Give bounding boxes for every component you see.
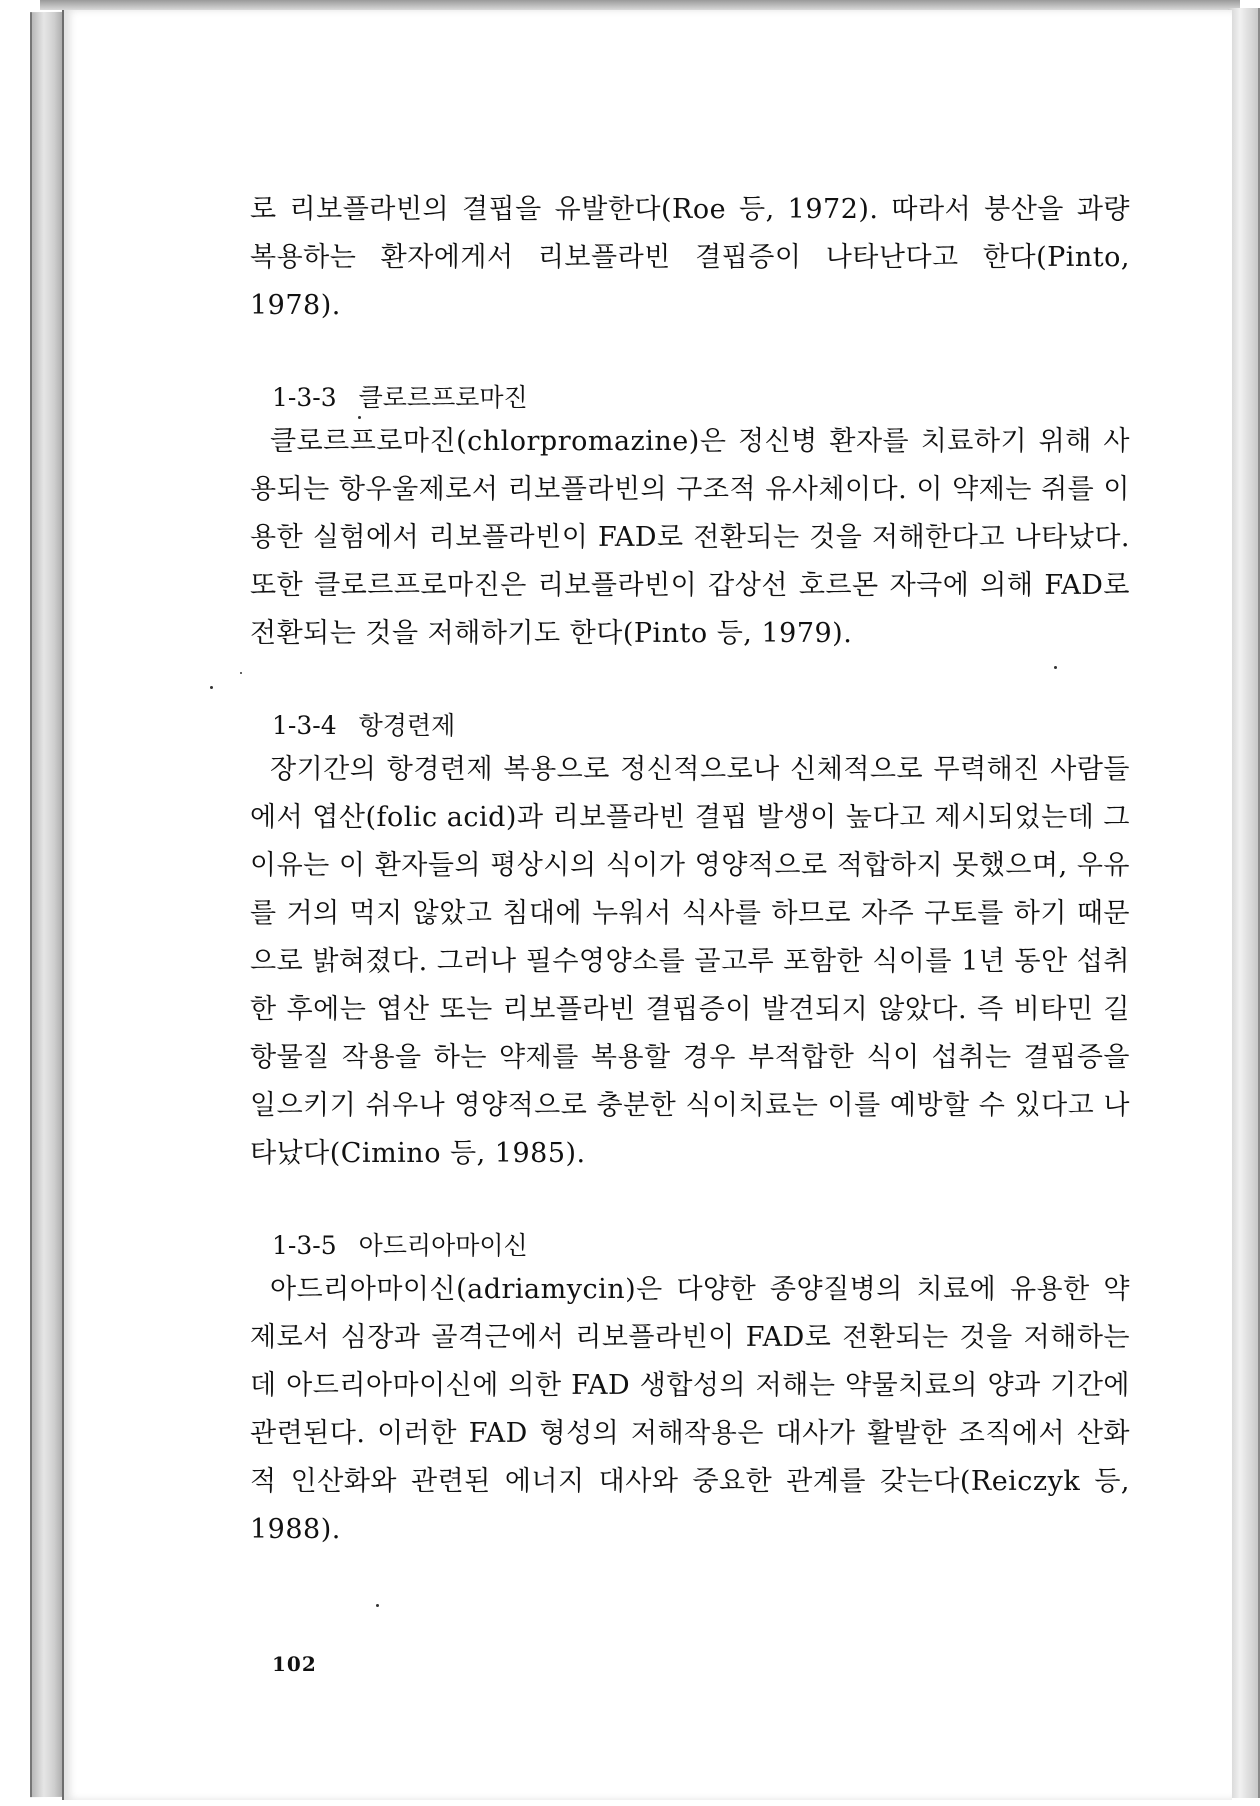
book-top-edge <box>40 0 1240 10</box>
scan-speck <box>210 686 213 689</box>
paragraph-adriamycin: 아드리아마이신(adriamycin)은 다양한 종양질병의 치료에 유용한 약제로서 심장과 골격근에서 리보플라빈이 FAD로 전환되는 것을 저해하는데 아드리아마이신에 의한 FAD 생합성의 저해는 약물치료의 양과 기간에 관련된다. 이러한 FAD 형성의 저해작용은 대사가 활발한 조직에서 산화적 인산화와 관련된 에너지 대사와 중요한 관계를 갖는다(Reiczyk 등, 1988). <box>250 1274 1130 1545</box>
section-title: 클로르프로마진 <box>358 383 528 412</box>
paragraph-anticonvulsants: 장기간의 항경련제 복용으로 정신적으로나 신체적으로 무력해진 사람들에서 엽산(folic acid)과 리보플라빈 결핍 발생이 높다고 제시되었는데 그 이유는 이 환자들의 평상시의 식이가 영양적으로 적합하지 못했으며, 우유를 거의 먹지 않았고 침대에 누워서 식사를 하므로 자주 구토를 하기 때문으로 밝혀졌다. 그러나 필수영양소를 골고루 포함한 식이를 1년 동안 섭취한 후에는 엽산 또는 리보플라빈 결핍증이 발견되지 않았다. 즉 비타민 길항물질 작용을 하는 약제를 복용할 경우 부적합한 식이 섭취는 결핍증을 일으키기 쉬우나 영양적으로 충분한 식이치료는 이를 예방할 수 있다고 나타났다(Cimino 등, 1985). <box>250 754 1130 1169</box>
section-heading-1-3-5 <box>250 1226 1130 1266</box>
paragraph-riboflavin-boric-acid: 로 리보플라빈의 결핍을 유발한다(Roe 등, 1972). 따라서 붕산을 과량 복용하는 환자에게서 리보플라빈 결핍증이 나타난다고 한다(Pinto, 1978). <box>250 194 1130 321</box>
book-page-edges <box>1228 8 1260 1798</box>
scan-speck <box>358 416 361 419</box>
scan-speck <box>376 1604 379 1607</box>
paragraph-chlorpromazine: 클로르프로마진(chlorpromazine)은 정신병 환자를 치료하기 위해 사용되는 항우울제로서 리보플라빈의 구조적 유사체이다. 이 약제는 쥐를 이용한 실험에서 리보플라빈이 FAD로 전환되는 것을 저해한다고 나타났다. 또한 클로르프로마진은 리보플라빈이 갑상선 호르몬 자극에 의해 FAD로 전환되는 것을 저해하기도 한다(Pinto 등, 1979). <box>250 426 1130 649</box>
page-body <box>250 186 1130 1554</box>
section-number: 1-3-3 <box>272 383 337 412</box>
page-number: 102 <box>272 1652 317 1676</box>
section-title: 항경련제 <box>358 711 456 740</box>
scan-speck <box>1054 666 1057 669</box>
section-number: 1-3-5 <box>272 1231 337 1260</box>
section-title: 아드리아마이신 <box>358 1231 528 1260</box>
section-heading-1-3-4 <box>250 706 1130 746</box>
scan-speck <box>240 672 242 674</box>
section-number: 1-3-4 <box>272 711 337 740</box>
section-heading-1-3-3 <box>250 378 1130 418</box>
